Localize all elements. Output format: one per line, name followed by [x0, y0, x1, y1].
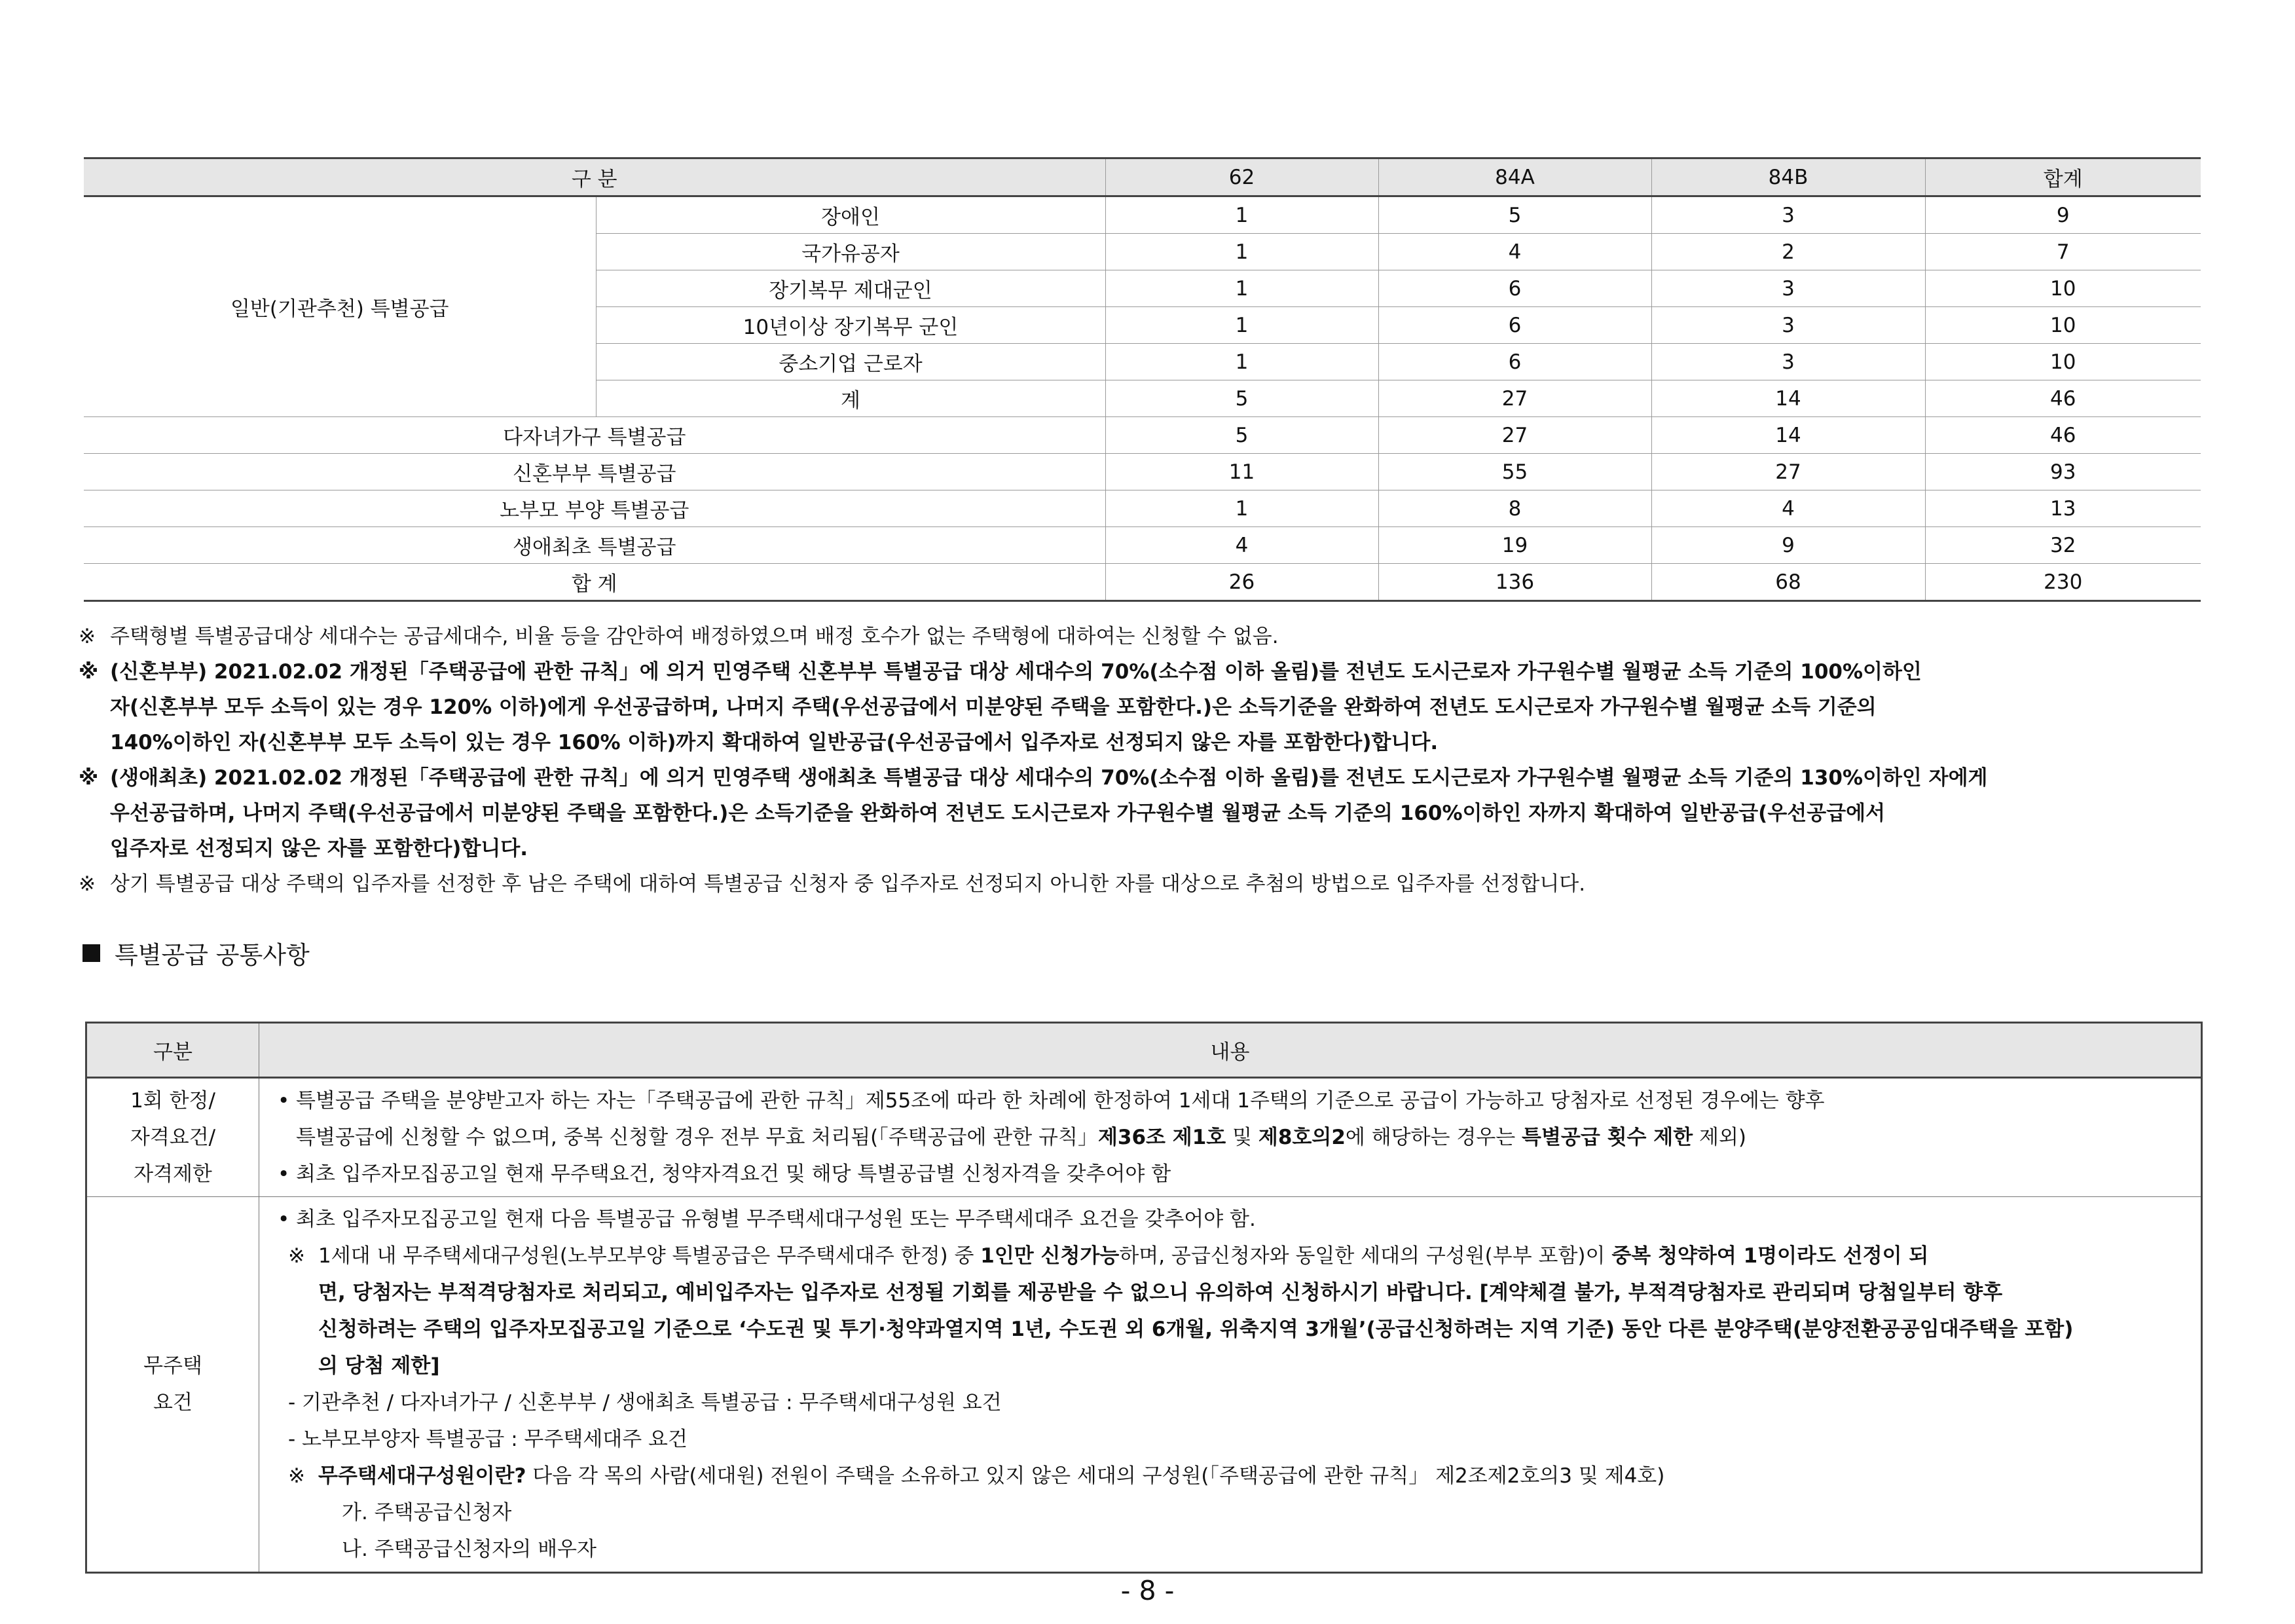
note-text: 주택형별 특별공급대상 세대수는 공급세대수, 비율 등을 감안하여 배정하였으며 배정 호수가 없는 주택형에 대하여는 신청할 수 없음. — [110, 625, 1279, 648]
note-line — [318, 1238, 2192, 1274]
row-label: 계 — [596, 380, 1105, 417]
table-row — [86, 1078, 2202, 1197]
header-category: 구분 — [86, 1023, 259, 1078]
bullet-text: 특별공급 주택을 분양받고자 하는 자는「주택공급에 관한 규칙」제55조에 따라 한 차례에 한정하여 1세대 1주택의 기준으로 공급이 가능하고 당첨자로 선정된 경우에는 향후 — [296, 1089, 1825, 1113]
cell-total: 93 — [1925, 454, 2201, 490]
note-newlyweds — [79, 654, 2213, 760]
note-text-line: 140%이하인 자(신혼부부 모두 소득이 있는 경우 160% 이하)까지 확대하여 일반공급(우선공급에서 입주자로 선정되지 않은 자를 포함한다)합니다. — [110, 731, 1439, 754]
row-content — [259, 1197, 2202, 1573]
table-total-row — [84, 564, 2201, 601]
header-62: 62 — [1105, 158, 1378, 196]
cell-total: 46 — [1925, 417, 2201, 454]
cell-84a: 27 — [1378, 417, 1651, 454]
note-line: 의 당첨 제한] — [318, 1354, 440, 1378]
text-run: 하며, 공급신청자와 동일한 세대의 구성원(부부 포함)이 — [1119, 1244, 1612, 1268]
cell-total: 10 — [1925, 344, 2201, 380]
cell-62: 1 — [1105, 490, 1378, 527]
cell-84b: 3 — [1651, 344, 1925, 380]
cell-84b: 9 — [1651, 527, 1925, 564]
category-line: 자격제한 — [134, 1162, 212, 1186]
note-text-line: 우선공급하며, 나머지 주택(우선공급에서 미분양된 주택을 포함한다.)은 소득기준을 완화하여 전년도 도시근로자 가구원수별 월평균 소득 기준의 160%이하인 자까지 확대하여 일반공급(우선공급에서 — [110, 802, 1886, 825]
cell-total: 10 — [1925, 307, 2201, 344]
text-run-bold: 무주택세대구성원이란? — [318, 1464, 526, 1488]
text-run-bold: 제8호의2 — [1258, 1126, 1346, 1149]
table-header-row — [86, 1023, 2202, 1078]
reference-mark: ※ — [79, 625, 96, 648]
row-category — [86, 1078, 259, 1197]
note-text-line: (신혼부부) 2021.02.02 개정된「주택공급에 관한 규칙」에 의거 민영주택 신혼부부 특별공급 대상 세대수의 70%(소수점 이하 올림)를 전년도 도시근로자 가구원수별 월평균 소득 기준의 100%이하인 — [110, 660, 1922, 684]
row-label: 중소기업 근로자 — [596, 344, 1105, 380]
cell-84b: 14 — [1651, 380, 1925, 417]
note-text: 상기 특별공급 대상 주택의 입주자를 선정한 후 남은 주택에 대하여 특별공급 신청자 중 입주자로 선정되지 아니한 자를 대상으로 추첨의 방법으로 입주자를 선정합니다. — [110, 872, 1586, 896]
note-text-line: (생애최초) 2021.02.02 개정된「주택공급에 관한 규칙」에 의거 민영주택 생애최초 특별공급 대상 세대수의 70%(소수점 이하 올림)를 전년도 도시근로자 가구원수별 월평균 소득 기준의 130%이하인 자에게 — [110, 766, 1988, 790]
header-total: 합계 — [1925, 158, 2201, 196]
cell-total: 46 — [1925, 380, 2201, 417]
bullet-item — [278, 1082, 2192, 1156]
reference-mark: ※ — [79, 872, 96, 896]
bullet-item — [278, 1156, 2192, 1192]
note-lottery — [79, 866, 2213, 902]
section-heading — [83, 935, 310, 970]
reference-mark: ※ — [79, 660, 99, 684]
cell-84b: 14 — [1651, 417, 1925, 454]
table-row — [84, 196, 2201, 234]
cell-62: 1 — [1105, 196, 1378, 234]
cell-total: 13 — [1925, 490, 2201, 527]
cell-total: 10 — [1925, 270, 2201, 307]
dash-item: - 기관추천 / 다자녀가구 / 신혼부부 / 생애최초 특별공급 : 무주택세대구성원 요건 — [288, 1391, 1002, 1414]
header-84a: 84A — [1378, 158, 1651, 196]
table-row — [86, 1197, 2202, 1573]
sub-item: 가. 주택공급신청자 — [342, 1501, 512, 1524]
row-category — [86, 1197, 259, 1573]
text-run: 다음 각 목의 사람(세대원) 전원이 주택을 소유하고 있지 않은 세대의 구성원(「주택공급에 관한 규칙」 제2조제2호의3 및 제4호) — [526, 1464, 1665, 1488]
row-label: 장기복무 제대군인 — [596, 270, 1105, 307]
text-run: 1세대 내 무주택세대구성원(노부모부양 특별공급은 무주택세대주 한정) 중 — [318, 1244, 981, 1268]
text-run: 에 해당하는 경우는 — [1345, 1126, 1522, 1149]
note-line: 면, 당첨자는 부적격당첨자로 처리되고, 예비입주자는 입주자로 선정될 기회를 제공받을 수 없으니 유의하여 신청하시기 바랍니다. [계약체결 불가, 부적격당첨자로 관리되며 당첨일부터 향후 — [318, 1281, 2003, 1304]
category-line: 무주택 — [143, 1354, 202, 1378]
cell-84a: 27 — [1378, 380, 1651, 417]
row-label: 국가유공자 — [596, 234, 1105, 270]
sub-item: 나. 주택공급신청자의 배우자 — [342, 1538, 597, 1561]
row-label: 10년이상 장기복무 군인 — [596, 307, 1105, 344]
bullet-icon: • — [278, 1089, 290, 1113]
cell-total: 9 — [1925, 196, 2201, 234]
note-first-time-buyers — [79, 760, 2213, 866]
page-number: - 8 - — [1120, 1575, 1175, 1606]
bullet-icon: • — [278, 1208, 290, 1231]
cell-62: 1 — [1105, 307, 1378, 344]
group-label: 일반(기관추천) 특별공급 — [84, 196, 596, 417]
cell-84b: 2 — [1651, 234, 1925, 270]
category-line: 요건 — [153, 1391, 193, 1414]
header-content: 내용 — [259, 1023, 2202, 1078]
cell-62: 1 — [1105, 234, 1378, 270]
text-run-bold: 1인만 신청가능 — [980, 1244, 1120, 1268]
note-line: 신청하려는 주택의 입주자모집공고일 기준으로 ‘수도권 및 투기·청약과열지역 1년, 수도권 외 6개월, 위축지역 3개월’(공급신청하려는 지역 기준) 동안 다른 분양주택(분양전환공공임대주택을 포함) — [318, 1318, 2074, 1341]
row-label: 다자녀가구 특별공급 — [84, 417, 1105, 454]
row-content — [259, 1078, 2202, 1197]
bullet-text: 최초 입주자모집공고일 현재 다음 특별공급 유형별 무주택세대구성원 또는 무주택세대주 요건을 갖추어야 함. — [296, 1208, 1256, 1231]
cell-84a: 19 — [1378, 527, 1651, 564]
reference-mark: ※ — [288, 1244, 305, 1268]
row-label: 생애최초 특별공급 — [84, 527, 1105, 564]
cell-62: 1 — [1105, 344, 1378, 380]
reference-mark: ※ — [79, 766, 99, 790]
bullet-item — [278, 1201, 2192, 1238]
cell-84b: 27 — [1651, 454, 1925, 490]
note-text-line: 입주자로 선정되지 않은 자를 포함한다)합니다. — [110, 837, 528, 860]
reference-note — [278, 1238, 2192, 1384]
category-line: 자격요건/ — [130, 1126, 216, 1149]
cell-84a: 5 — [1378, 196, 1651, 234]
cell-62: 5 — [1105, 380, 1378, 417]
cell-84a: 6 — [1378, 344, 1651, 380]
table-row — [84, 490, 2201, 527]
cell-84b: 3 — [1651, 270, 1925, 307]
square-bullet-icon — [83, 944, 100, 962]
bullet-text-line — [296, 1119, 2192, 1156]
note-text-line: 자(신혼부부 모두 소득이 있는 경우 120% 이하)에게 우선공급하며, 나머지 주택(우선공급에서 미분양된 주택을 포함한다.)은 소득기준을 완화하여 전년도 도시근로자 가구원수별 월평균 소득 기준의 — [110, 695, 1877, 719]
cell-84b: 68 — [1651, 564, 1925, 601]
row-label: 합 계 — [84, 564, 1105, 601]
row-label: 노부모 부양 특별공급 — [84, 490, 1105, 527]
cell-total: 230 — [1925, 564, 2201, 601]
notes-block — [79, 619, 2213, 902]
reference-note — [278, 1458, 2192, 1494]
table-header-row — [84, 158, 2201, 196]
table-row — [84, 527, 2201, 564]
text-run-bold: 특별공급 횟수 제한 — [1522, 1126, 1693, 1149]
cell-62: 5 — [1105, 417, 1378, 454]
cell-84a: 4 — [1378, 234, 1651, 270]
cell-84b: 4 — [1651, 490, 1925, 527]
category-line: 1회 한정/ — [130, 1089, 215, 1113]
bullet-text: 최초 입주자모집공고일 현재 무주택요건, 청약자격요건 및 해당 특별공급별 신청자격을 갖추어야 함 — [296, 1162, 1171, 1186]
supply-allocation-table — [84, 157, 2201, 602]
cell-total: 7 — [1925, 234, 2201, 270]
dash-item: - 노부모부양자 특별공급 : 무주택세대주 요건 — [288, 1428, 688, 1451]
header-category: 구 분 — [84, 158, 1105, 196]
cell-84a: 6 — [1378, 307, 1651, 344]
cell-84b: 3 — [1651, 196, 1925, 234]
cell-84b: 3 — [1651, 307, 1925, 344]
cell-84a: 136 — [1378, 564, 1651, 601]
cell-62: 4 — [1105, 527, 1378, 564]
reference-mark: ※ — [288, 1464, 305, 1488]
table-row — [84, 417, 2201, 454]
table-row — [84, 454, 2201, 490]
text-run-bold: 중복 청약하여 1명이라도 선정이 되 — [1611, 1244, 1929, 1268]
text-run: 제외) — [1693, 1126, 1747, 1149]
row-label: 장애인 — [596, 196, 1105, 234]
cell-total: 32 — [1925, 527, 2201, 564]
text-run: 특별공급에 신청할 수 없으며, 중복 신청할 경우 전부 무효 처리됨(「주택공급에 관한 규칙」 — [296, 1126, 1098, 1149]
cell-62: 26 — [1105, 564, 1378, 601]
cell-62: 1 — [1105, 270, 1378, 307]
row-label: 신혼부부 특별공급 — [84, 454, 1105, 490]
common-requirements-table — [85, 1022, 2203, 1574]
cell-84a: 8 — [1378, 490, 1651, 527]
text-run: 및 — [1226, 1126, 1258, 1149]
cell-84a: 55 — [1378, 454, 1651, 490]
cell-62: 11 — [1105, 454, 1378, 490]
text-run-bold: 제36조 제1호 — [1097, 1126, 1226, 1149]
header-84b: 84B — [1651, 158, 1925, 196]
section-title: 특별공급 공통사항 — [115, 941, 310, 969]
note-allocation — [79, 619, 2213, 654]
cell-84a: 6 — [1378, 270, 1651, 307]
bullet-icon: • — [278, 1162, 290, 1186]
